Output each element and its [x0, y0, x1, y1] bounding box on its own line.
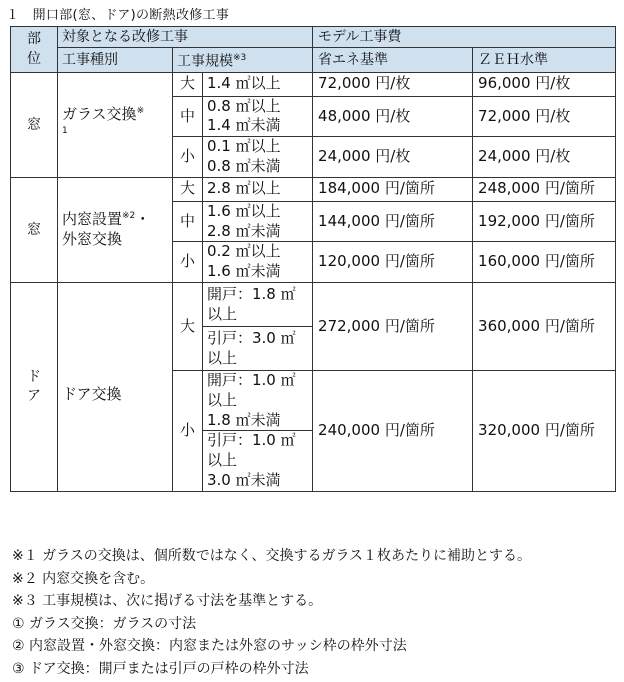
cost-zeh: 24,000 円/枚 — [473, 137, 616, 178]
cost-energy-saving: 24,000 円/枚 — [313, 137, 473, 178]
dimension: 0.1 ㎡以上 0.8 ㎡未満 — [203, 137, 313, 178]
cost-zeh: 96,000 円/枚 — [473, 72, 616, 96]
header-work-scale: 工事規模$^{※3}$ — [173, 48, 313, 73]
header-model-cost: モデル工事費 — [313, 27, 616, 48]
size-medium: 中 — [173, 96, 203, 137]
cost-energy-saving: 144,000 円/箇所 — [313, 201, 473, 242]
footnotes — [12, 545, 531, 681]
cost-energy-saving: 184,000 円/箇所 — [313, 177, 473, 201]
cost-zeh: 72,000 円/枚 — [473, 96, 616, 137]
dimension-sliding: 引戸：3.0 ㎡ 以上 — [203, 327, 313, 371]
dimension-hinged: 開戸：1.8 ㎡ 以上 — [203, 283, 313, 327]
cost-zeh: 360,000 円/箇所 — [473, 283, 616, 371]
part-window-glass: 窓 — [11, 72, 58, 177]
size-large: 大 — [173, 72, 203, 96]
footnote: ※３ 工事規模は、次に掲げる寸法を基準とする。 — [12, 593, 323, 610]
part-door: ド ア — [11, 283, 58, 492]
size-small: 小 — [173, 242, 203, 283]
renovation-cost-table — [10, 26, 616, 492]
dimension-hinged: 開戸：1.0 ㎡ 以上 1.8 ㎡未満 — [203, 371, 313, 431]
header-energy-saving-std: 省エネ基準 — [313, 48, 473, 73]
header-work-type: 工事種別 — [58, 48, 173, 73]
cost-energy-saving: 120,000 円/箇所 — [313, 242, 473, 283]
dimension: 0.2 ㎡以上 1.6 ㎡未満 — [203, 242, 313, 283]
footnote: ② 内窓設置・外窓交換：内窓または外窓のサッシ枠の枠外寸法 — [12, 638, 407, 655]
footnote: ③ ドア交換：開戸または引戸の戸枠の枠外寸法 — [12, 660, 309, 677]
dimension-sliding: 引戸：1.0 ㎡ 以上 3.0 ㎡未満 — [203, 431, 313, 491]
header-zeh-std: ＺＥＨ水準 — [473, 48, 616, 73]
cost-energy-saving: 272,000 円/箇所 — [313, 283, 473, 371]
work-type-glass: ガラス交換※ $^1$ — [58, 72, 173, 177]
page-title: １ 開口部(窓、ドア)の断熱改修工事 — [6, 8, 230, 23]
header-part: 部 位 — [11, 27, 58, 73]
size-small: 小 — [173, 137, 203, 178]
dimension: 1.4 ㎡以上 — [203, 72, 313, 96]
cost-energy-saving: 72,000 円/枚 — [313, 72, 473, 96]
cost-zeh: 192,000 円/箇所 — [473, 201, 616, 242]
dimension: 0.8 ㎡以上 1.4 ㎡未満 — [203, 96, 313, 137]
size-large: 大 — [173, 283, 203, 371]
header-target-work: 対象となる改修工事 — [58, 27, 313, 48]
size-medium: 中 — [173, 201, 203, 242]
footnote: ① ガラス交換：ガラスの寸法 — [12, 615, 197, 632]
cost-zeh: 320,000 円/箇所 — [473, 371, 616, 492]
dimension: 2.8 ㎡以上 — [203, 177, 313, 201]
work-type-door: ドア交換 — [58, 283, 173, 492]
size-small: 小 — [173, 371, 203, 492]
footnote: ※２ 内窓交換を含む。 — [12, 570, 155, 587]
size-large: 大 — [173, 177, 203, 201]
cost-energy-saving: 48,000 円/枚 — [313, 96, 473, 137]
cost-zeh: 160,000 円/箇所 — [473, 242, 616, 283]
cost-energy-saving: 240,000 円/箇所 — [313, 371, 473, 492]
part-window-inner: 窓 — [11, 177, 58, 282]
cost-zeh: 248,000 円/箇所 — [473, 177, 616, 201]
footnote: ※１ ガラスの交換は、個所数ではなく、交換するガラス１枚あたりに補助とする。 — [12, 548, 532, 564]
dimension: 1.6 ㎡以上 2.8 ㎡未満 — [203, 201, 313, 242]
work-type-inner-window: 内窓設置$^{※2}$・ 外窓交換 — [58, 177, 173, 282]
